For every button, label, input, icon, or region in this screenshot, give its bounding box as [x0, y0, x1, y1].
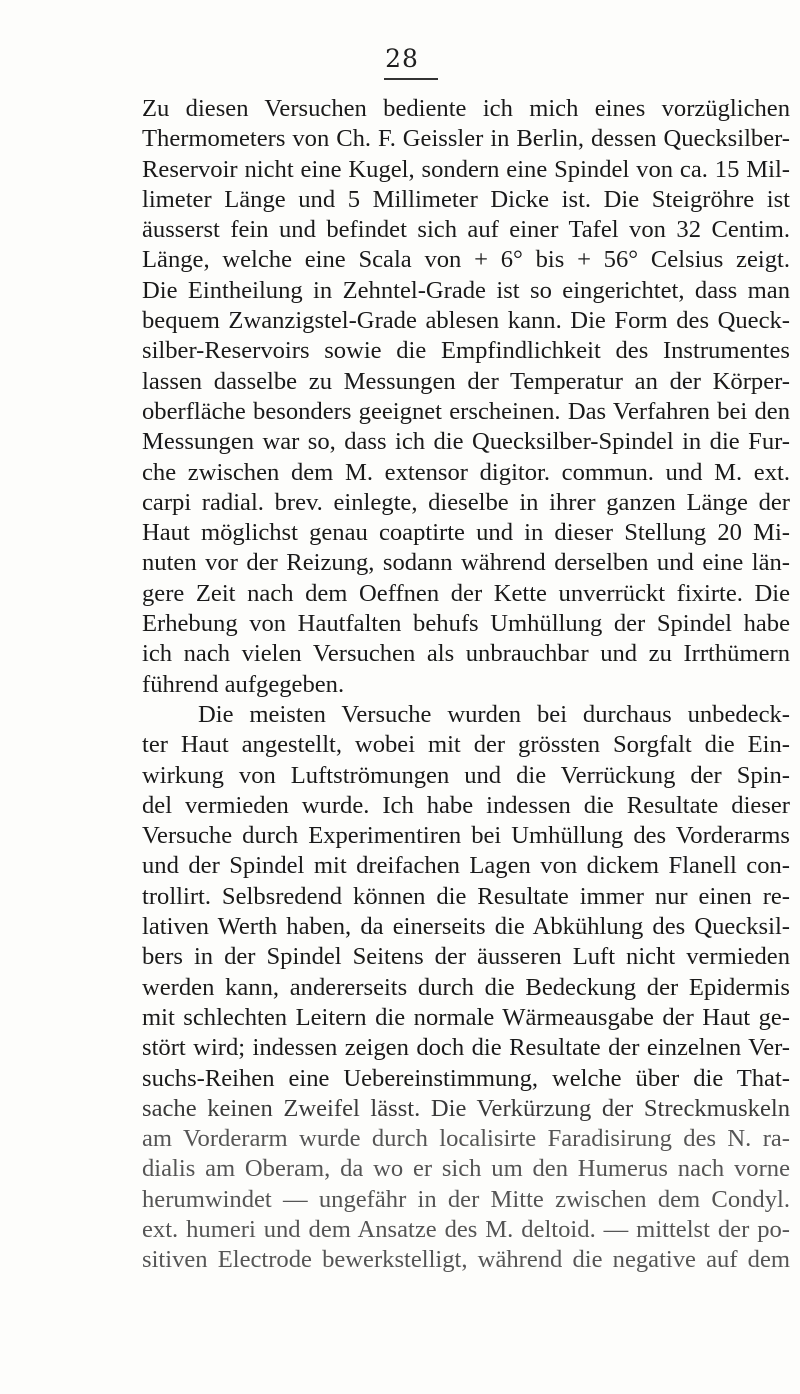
text-line: Die Eintheilung in Zehntel-Grade ist so eingerichtet, dass man — [142, 276, 790, 304]
text-line: Reservoir nicht eine Kugel, sondern eine Spindel von ca. 15 Mil- — [142, 155, 790, 183]
paragraph-1 — [142, 94, 790, 700]
text-line: nuten vor der Reizung, sodann während derselben und eine län- — [142, 549, 790, 577]
text-line: Haut möglichst genau coaptirte und in dieser Stellung 20 Mi- — [142, 519, 790, 547]
paragraph-2 — [142, 700, 790, 1276]
text-line: suchs-Reihen eine Uebereinstimmung, welche über die That- — [142, 1064, 790, 1092]
text-line: bers in der Spindel Seitens der äusseren Luft nicht vermieden — [142, 943, 790, 971]
text-line: carpi radial. brev. einlegte, dieselbe in ihrer ganzen Länge der — [142, 488, 790, 516]
page-number-underline — [384, 78, 438, 80]
text-line: wirkung von Luftströmungen und die Verrückung der Spin- — [142, 761, 790, 789]
text-line: ter Haut angestellt, wobei mit der grössten Sorgfalt die Ein- — [142, 731, 790, 759]
body-text — [142, 94, 790, 1276]
text-line: dialis am Oberam, da wo er sich um den Humerus nach vorne — [142, 1155, 790, 1183]
text-line: ich nach vielen Versuchen als unbrauchbar und zu Irrthümern — [142, 640, 790, 668]
text-line: lassen dasselbe zu Messungen der Temperatur an der Körper- — [142, 367, 790, 395]
text-line: silber-Reservoirs sowie die Empfindlichkeit des Instrumentes — [142, 337, 790, 365]
text-line: Messungen war so, dass ich die Quecksilber-Spindel in die Fur- — [142, 428, 790, 456]
text-line: del vermieden wurde. Ich habe indessen die Resultate dieser — [142, 791, 790, 819]
text-line: sitiven Electrode bewerkstelligt, während die negative auf dem — [142, 1246, 790, 1274]
text-line: che zwischen dem M. extensor digitor. commun. und M. ext. — [142, 458, 790, 486]
text-line: gere Zeit nach dem Oeffnen der Kette unverrückt fixirte. Die — [142, 579, 790, 607]
text-line: stört wird; indessen zeigen doch die Resultate der einzelnen Ver- — [142, 1034, 790, 1062]
text-line: mit schlechten Leitern die normale Wärmeausgabe der Haut ge- — [142, 1003, 790, 1031]
text-line: äusserst fein und befindet sich auf einer Tafel von 32 Centim. — [142, 216, 790, 244]
text-line: oberfläche besonders geeignet erscheinen. Das Verfahren bei den — [142, 397, 790, 425]
text-line: am Vorderarm wurde durch localisirte Faradisirung des N. ra- — [142, 1125, 790, 1153]
text-line: Die meisten Versuche wurden bei durchaus unbedeck- — [198, 700, 790, 728]
text-line: Zu diesen Versuchen bediente ich mich eines vorzüglichen — [142, 95, 790, 122]
text-line: herumwindet — ungefähr in der Mitte zwischen dem Condyl. — [142, 1185, 790, 1213]
text-line: Länge, welche eine Scala von + 6° bis + 56° Celsius zeigt. — [142, 246, 790, 274]
text-line: werden kann, andererseits durch die Bedeckung der Epidermis — [142, 973, 790, 1001]
text-line: Versuche durch Experimentiren bei Umhüllung des Vorderarms — [142, 822, 790, 850]
text-line: Erhebung von Hautfalten behufs Umhüllung der Spindel habe — [142, 610, 790, 638]
text-line: limeter Länge und 5 Millimeter Dicke ist. Die Steigröhre ist — [142, 185, 790, 213]
text-line: lativen Werth haben, da einerseits die Abkühlung des Quecksil- — [142, 913, 790, 941]
text-line: trollirt. Selbsredend können die Resultate immer nur einen re- — [142, 882, 790, 910]
text-line: bequem Zwanzigstel-Grade ablesen kann. Die Form des Queck- — [142, 307, 790, 335]
text-line: ext. humeri und dem Ansatze des M. deltoid. — mittelst der po- — [142, 1215, 790, 1243]
text-line: sache keinen Zweifel lässt. Die Verkürzung der Streckmuskeln — [142, 1094, 790, 1122]
text-line: führend aufgegeben. — [142, 670, 345, 698]
text-line: Thermometers von Ch. F. Geissler in Berlin, dessen Quecksilber- — [142, 125, 790, 153]
text-line: und der Spindel mit dreifachen Lagen von dickem Flanell con- — [142, 852, 790, 880]
page-number: 28 — [385, 44, 419, 73]
